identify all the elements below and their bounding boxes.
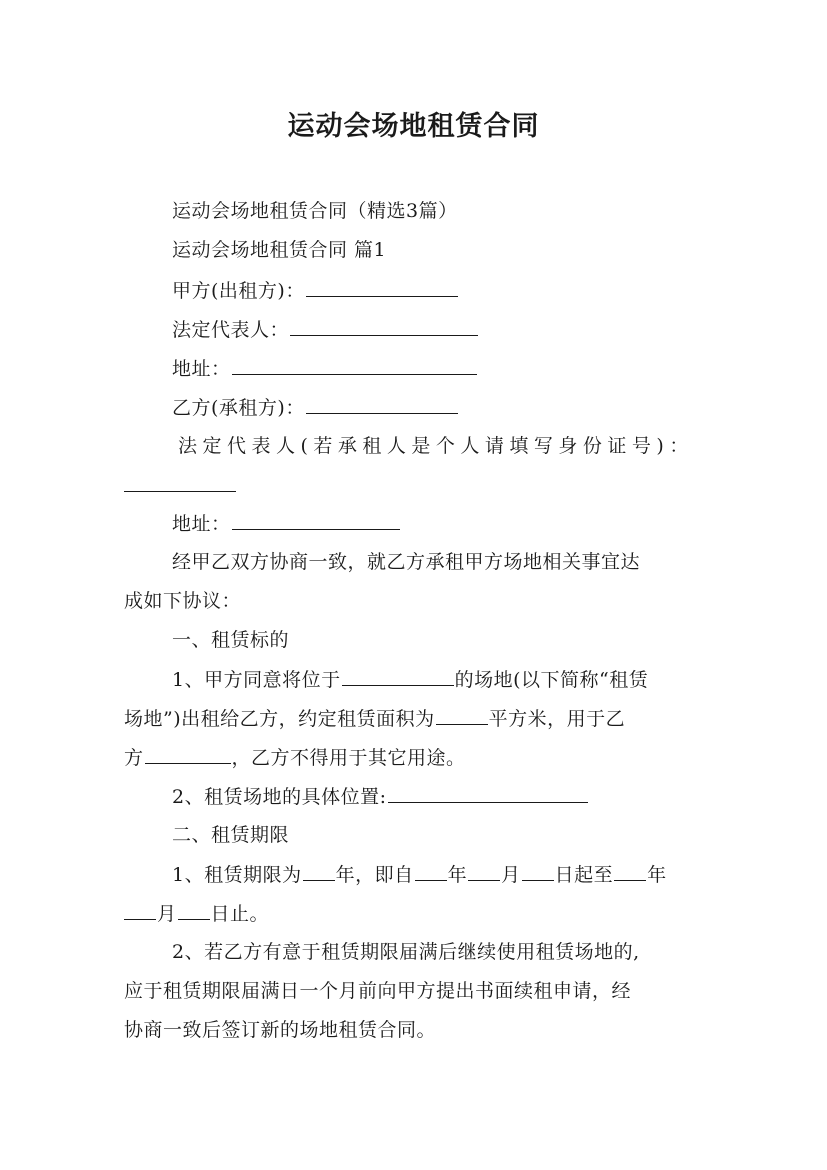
clause-2-2-line1 [172, 939, 640, 965]
party-a-rep-blank [290, 316, 478, 336]
party-a-label: 甲方(出租方)： [172, 280, 305, 302]
party-a-address-label: 地址： [172, 358, 231, 380]
clause-one-heading [172, 627, 289, 653]
end-month-blank [124, 900, 156, 920]
party-b-rep-line [178, 433, 694, 459]
clause-1-1-text-f: ，乙方不得用于其它用途。 [231, 747, 466, 769]
section-heading-text: 运动会场地租赁合同 篇1 [172, 239, 387, 261]
page-title: 运动会场地租赁合同 [287, 111, 540, 142]
section-heading [172, 237, 386, 263]
clause-1-1-line1 [172, 666, 648, 693]
end-day-label: 日止。 [210, 903, 270, 925]
party-a-rep-line [172, 316, 479, 343]
year-label: 年 [447, 864, 468, 886]
party-b-label: 乙方(承租方)： [172, 397, 305, 419]
area-blank [436, 705, 488, 725]
party-a-address-blank [232, 355, 477, 375]
start-day-blank [522, 861, 554, 881]
term-years-blank [303, 861, 335, 881]
location-blank [342, 666, 454, 686]
clause-one-heading-text: 一、租赁标的 [172, 629, 290, 651]
purpose-blank [145, 744, 231, 764]
party-b-rep-blank-line [124, 472, 237, 499]
clause-1-1-line3 [124, 744, 466, 771]
end-year-blank [614, 861, 646, 881]
clause-2-1-line2 [124, 900, 269, 927]
party-b-address-label: 地址： [172, 513, 231, 535]
from-label: 年，即自 [335, 864, 414, 886]
intro-text-2: 成如下协议： [124, 590, 242, 612]
intro-paragraph-line1 [172, 549, 640, 575]
party-b-address-line [172, 510, 401, 537]
clause-2-1-line1 [172, 861, 667, 888]
specific-location-blank [388, 783, 588, 803]
party-b-line [172, 394, 459, 421]
end-year-label: 年 [647, 864, 667, 886]
clause-2-2-line3 [124, 1017, 436, 1043]
lease-term-label: 1、租赁期限为 [172, 864, 302, 886]
party-b-address-blank [232, 510, 400, 530]
clause-1-1-text-b: 的场地(以下简称“租赁 [454, 669, 649, 691]
clause-1-1-text-e: 方 [124, 747, 144, 769]
clause-1-1-text-c: 场地”)出租给乙方，约定租赁面积为 [124, 708, 435, 730]
party-a-rep-label: 法定代表人： [172, 319, 290, 341]
clause-two-heading [172, 822, 289, 848]
clause-2-2-text-2: 应于租赁期限届满日一个月前向甲方提出书面续租申请，经 [124, 980, 632, 1002]
start-year-blank [415, 861, 447, 881]
subtitle-text: 运动会场地租赁合同（精选3篇） [172, 200, 458, 222]
clause-2-2-text-3: 协商一致后签订新的场地租赁合同。 [124, 1019, 437, 1041]
month-label: 月 [501, 864, 521, 886]
end-month-label: 月 [157, 903, 177, 925]
until-label: 日起至 [554, 864, 614, 886]
party-b-blank [306, 394, 458, 414]
clause-1-1-text-a: 1、甲方同意将位于 [172, 669, 341, 691]
clause-1-2-line [172, 783, 589, 810]
party-b-rep-label: 法定代表人(若承租人是个人请填写身份证号)： [178, 435, 694, 457]
party-a-blank [306, 277, 458, 297]
clause-two-heading-text: 二、租赁期限 [172, 824, 290, 846]
clause-2-2-line2 [124, 978, 631, 1004]
subtitle-line [172, 198, 458, 224]
clause-1-2-text: 2、租赁场地的具体位置: [172, 786, 387, 808]
end-day-blank [178, 900, 210, 920]
clause-1-1-line2 [124, 705, 625, 732]
start-month-blank [468, 861, 500, 881]
intro-text-1: 经甲乙双方协商一致，就乙方承租甲方场地相关事宜达 [172, 551, 641, 573]
party-b-rep-blank [124, 472, 236, 492]
intro-paragraph-line2 [124, 588, 241, 614]
clause-1-1-text-d: 平方米，用于乙 [488, 708, 626, 730]
party-a-line [172, 277, 459, 304]
party-a-address-line [172, 355, 478, 382]
clause-2-2-text-1: 2、若乙方有意于租赁期限届满后继续使用租赁场地的, [172, 941, 640, 963]
